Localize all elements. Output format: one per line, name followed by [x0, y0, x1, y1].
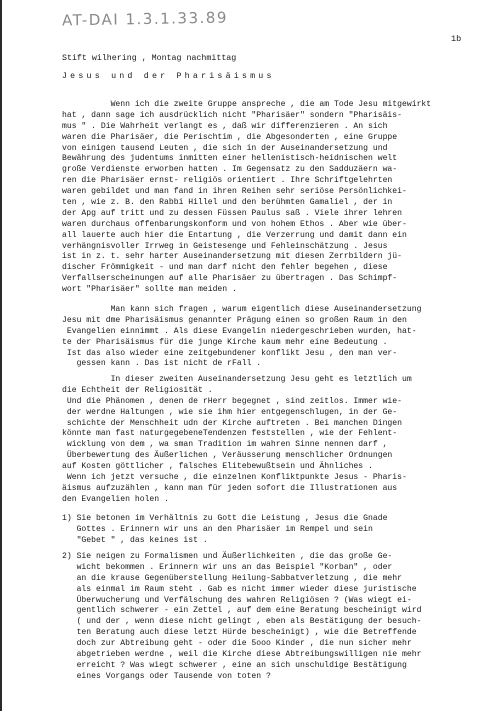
text-line: ren die Pharisäer ernst- religiös orientiert . Ihre Schriftgelehrten [62, 176, 393, 186]
text-line: abgetrieben werdne , weil die Kirche diese Abtreibungswilligen nie mehr [62, 650, 422, 660]
archive-stamp: AT-DAI 1.3.1.33.89 [61, 8, 229, 30]
text-line: 2) Sie neigen zu Formalismen und Äußerlichkeiten , die das große Ge- [62, 552, 393, 561]
paragraph-2 [62, 305, 502, 370]
text-line: all lauerte auch hier die Entartung , die Verzerrung und damit dann ein [62, 230, 407, 240]
text-line: "Gebet " , das keines ist . [62, 535, 208, 545]
list-item-1 [62, 514, 502, 547]
text-line: 1) Sie betonen im Verhältnis zu Gott die Leistung , Jesus die Gnade [62, 514, 388, 523]
text-line: Gottes . Erinnern wir uns an den Pharisäer im Rempel und sein [62, 524, 373, 534]
text-line: wort "Pharisäer" sollte man meiden . [62, 285, 237, 295]
text-line: äismus aufzuzählen , kann man für jeden sofort die Illustrationen aus [62, 483, 398, 493]
text-line: gentlich schwerer - ein Zettel , auf dem eine Beratung bescheinigt wird [62, 606, 422, 616]
text-line: Jesu mit dme Pharisäismus genannter Prägung einen so großen Raum in den [62, 315, 407, 325]
text-line: Ist das also wieder eine zeitgebundener konflikt Jesu , den man ver- [62, 348, 398, 358]
text-line: Bewährung des judentums inmitten einer hellenistisch-heidnischen welt [62, 154, 398, 164]
page-edge-shadow [0, 0, 2, 711]
document-title: Jesus und der Pharisäismus [62, 72, 275, 81]
text-line: ( und der , wenn diese nicht gelingt , eben als Bestätigung der besuch- [62, 617, 422, 627]
text-line: Man kann sich fragen , warum eigentlich diese Auseinandersetzung [62, 305, 422, 314]
text-line: ist in z. t. sehr harter Auseinandersetzung mit diesen Zerrbildern jü- [62, 252, 402, 262]
text-line: Evangelien einnimmt . Als diese Evangelin niedergeschrieben wurden, hat- [62, 326, 417, 336]
text-line: ten Beratung auch diese letzt Hürde bescheinigt) , wie die Betreffende [62, 628, 417, 638]
text-line: als einmal im Raum steht . Gab es nicht immer wieder diese juristische [62, 584, 417, 594]
text-line: Wenn ich jetzt versuche , die einzelnen Konfliktpunkte Jesus - Pharis- [62, 473, 407, 483]
text-line: waren durchaus offenbarungskonform und von hohem Ethos . Aber wie über- [62, 219, 407, 229]
text-line: wicklung von dem , wa sman Tradition im wahren Sinne nennen darf , [62, 440, 388, 450]
text-line: Wenn ich die zweite Gruppe anspreche , die am Tode Jesu mitgewirkt [62, 100, 432, 109]
text-line: schichte der Menschheit udn der Kirche auftreten . Bei manchen Dingen [62, 418, 402, 428]
text-line: hat , dann sage ich ausdrücklich nicht "Pharisäer" sondern "Pharisäis- [62, 110, 402, 120]
text-line: eines Vorgangs oder Tausende von toten ? [62, 671, 271, 681]
text-line: mus " . Die Wahrheit verlangt es , daß wir differenzieren . An sich [62, 121, 388, 131]
text-line: te der Pharisäismus für die junge Kirche kaum mehr eine Bedeutung . [62, 337, 388, 347]
text-line: waren gebildet und man fand in ihren Reihen sehr seriöse Persönlichkei- [62, 187, 407, 197]
paragraph-3 [62, 375, 502, 506]
text-line: der werdne Haltungen , wie sie ihm hier entgegenschlugen, in der Ge- [62, 407, 398, 417]
paragraph-1 [62, 100, 502, 296]
text-line: doch zur Abtreibung geht - oder die 5ooo Kinder , die nun sicher mehr [62, 639, 412, 649]
text-line: discher Frömmigkeit - und man darf nicht den fehler begehen , diese [62, 263, 388, 273]
text-line: die Echtheit der Religiosität . [62, 385, 213, 395]
text-line: auf Kosten göttlicher , falsches Elitebewußtsein und Ähnliches . [62, 462, 373, 472]
text-line: Und die Phänomen , denen de rHerr begegnet , sind zeitlos. Immer wie- [62, 396, 402, 406]
text-line: In dieser zweiten Auseinandersetzung Jesu geht es letztlich um [62, 375, 412, 384]
text-line: gessen kann . Das ist nicht de rFall . [62, 359, 262, 369]
page-number: 1b [451, 34, 462, 44]
text-line: der Apg auf tritt und zu dessen Füssen Paulus saß . Viele ihrer lehren [62, 208, 402, 218]
text-line: waren die Pharisäer, die Perischtim , die Abgesonderten , eine Gruppe [62, 132, 398, 142]
text-line: verhängnisvoller Irrweg in Geistesenge und Fehleinschätzung . Jesus [62, 241, 388, 251]
text-line: Verfallserscheinungen auf alle Pharisäer zu übertragen . Das Schimpf- [62, 274, 398, 284]
text-line: an die krause Gegenüberstellung Heilung-Sabbatverletzung , die mehr [62, 573, 402, 583]
text-line: den Evangelien holen . [62, 494, 169, 504]
text-line: von einigen tausend Leuten , die sich in der Auseinandersetzung und [62, 143, 388, 153]
text-line: ten , wie z. B. den Rabbi Hillel und den berühmten Gamaliel , der in [62, 198, 393, 208]
text-line: große Verdienste erworben hatten . Im Gegensatz zu den Sadduzäern wa- [62, 165, 398, 175]
list-item-2 [62, 552, 502, 683]
text-line: erreicht ? Was wiegt schwerer , eine an sich unschuldige Bestätigung [62, 660, 407, 670]
text-line: wicht bekommen . Erinnern wir uns an das Beispiel "Korban" , oder [62, 562, 393, 572]
text-line: Überbewertung des Äußerlichen , Veräusserung menschlicher Ordnungen [62, 451, 393, 461]
text-line: Überwucherung und Verfälschung des wahren Religiösen ? (Was wiegt ei- [62, 595, 412, 605]
place-date-line: Stift wilhering , Montag nachmittag [62, 54, 237, 63]
text-line: könnte man fast naturgegebeneTendenzen feststellen , wie der Fehlent- [62, 429, 398, 439]
